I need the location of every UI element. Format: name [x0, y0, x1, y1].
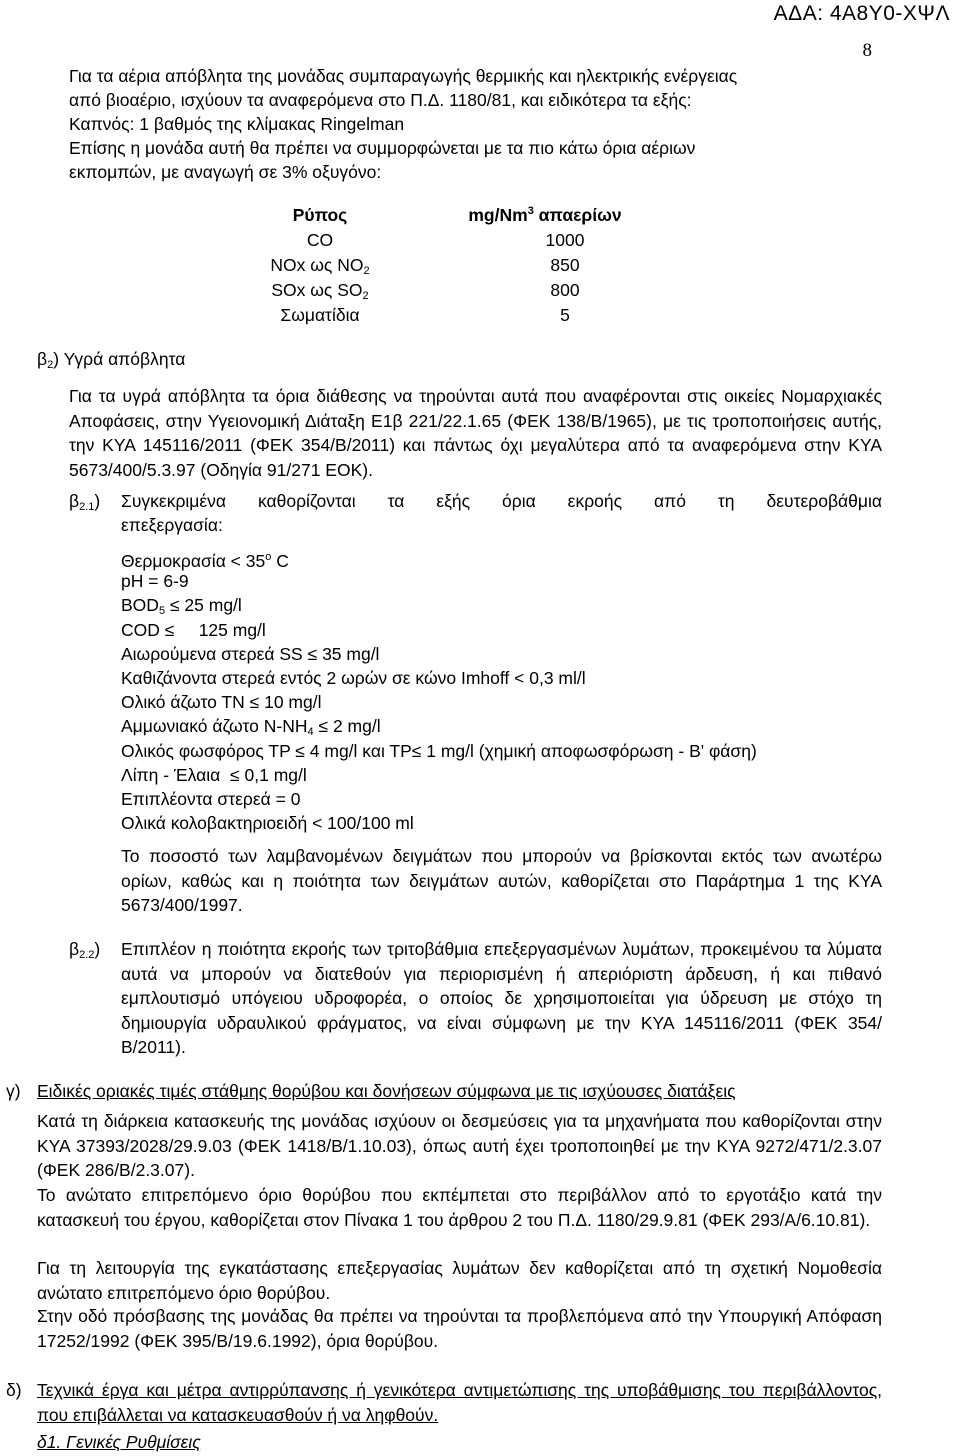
limit-fats-oils: Λίπη - Έλαια ≤ 0,1 mg/l [121, 765, 307, 785]
limit-ammonia: Αμμωνιακό άζωτο $N-NH_4 \le 2$ mg/l [121, 716, 381, 738]
limit-coliforms: Ολικά κολοβακτηριοειδή < 100/100 ml [121, 813, 414, 833]
limit-temperature: $\Theta\varepsilon\rho\mu o\kappa\rho\alpha\sigma ί\alpha < 35^o$ C [121, 551, 289, 571]
table-header-row [240, 203, 690, 228]
header-unit: mg/Nm$^3$ απαερίων [468, 205, 622, 225]
section-b21-label: $\beta_{2.1}$) [69, 491, 101, 513]
intro-line-1: Για τα αέρια απόβλητα της μονάδας συμπαραγωγής θερμικής και ηλεκτρικής ενέργειας [69, 66, 738, 86]
value-cell: 1000 [545, 230, 585, 250]
header-pollutant: Ρύπος [292, 205, 348, 225]
intro-line-2: από βιοαέριο, ισχύουν τα αναφερόμενα στο Π.Δ. 1180/81, και ειδικότερα τα εξής: [69, 90, 692, 110]
table-row [240, 228, 690, 253]
limit-ph: pH = 6-9 [121, 571, 189, 591]
section-gamma-p1: Κατά τη διάρκεια κατασκευής της μονάδας ισχύουν οι δεσμεύσεις για τα μηχανήματα που καθορίζονται στην ΚΥΑ 37393/2028/29.9.03 (ΦΕΚ 1418/Β/1.10.03), όπως αυτή έχει τροποποιηθεί με την ΚΥΑ 9272/471/2.3.07 (ΦΕΚ 286/Β/2.3.07). [37, 1111, 882, 1180]
section-delta-heading: Τεχνικά έργα και μέτρα αντιρρύπανσης ή γενικότερα αντιμετώπισης της υποβάθμισης του περιβάλλοντος, που επιβάλλεται να κατασκευασθούν ή να ληφθούν. [37, 1380, 882, 1425]
section-b21-line-1: Συγκεκριμένα καθορίζονται τα εξής όρια εκροής από τη δευτεροβάθμια [121, 491, 882, 511]
value-cell: 5 [560, 305, 570, 325]
section-gamma-p2: Το ανώτατο επιτρεπόμενο όριο θορύβου που εκπέμπεται στο περιβάλλον από το εργοτάξιο κατά την κατασκευή του έργου, καθορίζεται στον Πίνακα 1 του άρθρου 2 του Π.Δ. 1180/29.9.81 (ΦΕΚ 293/Α/6.10.81). [37, 1185, 882, 1230]
section-b2-paragraph: Για τα υγρά απόβλητα τα όρια διάθεσης να τηρούνται αυτά που αναφέρονται στις οικείες Νομαρχιακές Αποφάσεις, στην Υγειονομική Διάταξη Ε1β 221/22.1.65 (ΦΕΚ 138/Β/1965), με τις τροποποιήσεις αυτής, την ΚΥΑ 145116/2011 (ΦΕΚ 354/Β/2011) και πάντως όχι μεγαλύτερα από τα αναφερόμενα στην ΚΥΑ 5673/400/5.3.97 (Οδηγία 91/271 ΕΟΚ). [69, 386, 882, 480]
section-delta-subheading: δ1. Γενικές Ρυθμίσεις [37, 1432, 201, 1452]
page-number: 8 [862, 40, 872, 61]
section-gamma-p4: Στην οδό πρόσβασης της μονάδας θα πρέπει να τηρούνται τα προβλεπόμενα από την Υπουργική Απόφαση 17252/1992 (ΦΕΚ 395/Β/19.6.1992), όρια θορύβου. [37, 1306, 882, 1351]
limit-cod: COD ≤ 125 mg/l [121, 620, 266, 640]
intro-line-4: Επίσης η μονάδα αυτή θα πρέπει να συμμορφώνεται με τα πιο κάτω όρια αέριων [69, 138, 696, 158]
section-gamma-heading: Ειδικές οριακές τιμές στάθμης θορύβου και δονήσεων σύμφωνα με τις ισχύουσες διατάξεις [37, 1081, 736, 1101]
limit-settleable: Καθιζάνοντα στερεά εντός 2 ωρών σε κώνο Imhoff < 0,3 ml/l [121, 668, 586, 688]
value-cell: 800 [550, 280, 580, 300]
section-b22-paragraph: Επιπλέον η ποιότητα εκροής των τριτοβάθμια επεξεργασμένων λυμάτων, προκειμένου τα λύματα αυτά να μπορούν να διατεθούν για περιορισμένη ή απεριόριστη άρδευση, ή και πιθανό εμπλουτισμό υπόγειου υδροφορέα, ο οποίος δε χρησιμοποιείται για ύδρευση με στόχο τη δημιουργία υδραυλικού φράγματος, να είναι σύμφωνη με την ΚΥΑ 145116/2011 (ΦΕΚ 354/Β/2011). [121, 939, 882, 1057]
section-b2-label: $\beta_2$) Υγρά απόβλητα [37, 349, 186, 371]
section-b21-line-2: επεξεργασία: [121, 515, 223, 535]
limit-floating-solids: Επιπλέοντα στερεά = 0 [121, 789, 301, 809]
section-b21-note: Το ποσοστό των λαμβανομένων δειγμάτων που μπορούν να βρίσκονται εκτός των ανωτέρω ορίων, καθώς και η ποιότητα των δειγμάτων αυτών, καθορίζεται στο Παράρτημα 1 της ΚΥΑ 5673/400/1997. [121, 846, 882, 915]
limit-ss: Αιωρούμενα στερεά SS ≤ 35 mg/l [121, 644, 380, 664]
pollutant-cell: CO [306, 230, 334, 250]
pollutant-cell: NOx ως $NO_2$ [270, 254, 370, 277]
document-id: ΑΔΑ: 4Α8Υ0-ΧΨΛ [773, 2, 950, 25]
value-cell: 850 [550, 255, 580, 275]
limit-bod: $BOD_5 \le 25$ mg/l [121, 595, 242, 617]
emissions-table [240, 203, 690, 328]
intro-line-3: Καπνός: 1 βαθμός της κλίμακας Ringelman [69, 114, 405, 134]
pollutant-cell: Σωματίδια [280, 305, 360, 325]
table-row [240, 303, 690, 328]
section-gamma-p3: Για τη λειτουργία της εγκατάστασης επεξεργασίας λυμάτων δεν καθορίζεται από τη σχετική Νομοθεσία ανώτατο επιτρεπόμενο όριο θορύβου. [37, 1258, 882, 1303]
section-delta-label: δ) [6, 1380, 22, 1400]
table-row [240, 278, 690, 303]
intro-line-5: εκπομπών, με αναγωγή σε 3% οξυγόνο: [69, 162, 382, 182]
limit-total-nitrogen: Ολικό άζωτο ΤΝ ≤ 10 mg/l [121, 692, 322, 712]
section-gamma-label: γ) [6, 1081, 21, 1101]
section-b22-label: $\beta_{2.2}$) [69, 939, 101, 961]
pollutant-cell: SOx ως $SO_2$ [271, 279, 369, 302]
table-row [240, 253, 690, 278]
limit-phosphorus: Ολικός φωσφόρος ΤΡ ≤ 4 mg/l και ΤΡ≤ 1 mg/l (χημική αποφωσφόρωση - Β' φάση) [121, 741, 757, 761]
